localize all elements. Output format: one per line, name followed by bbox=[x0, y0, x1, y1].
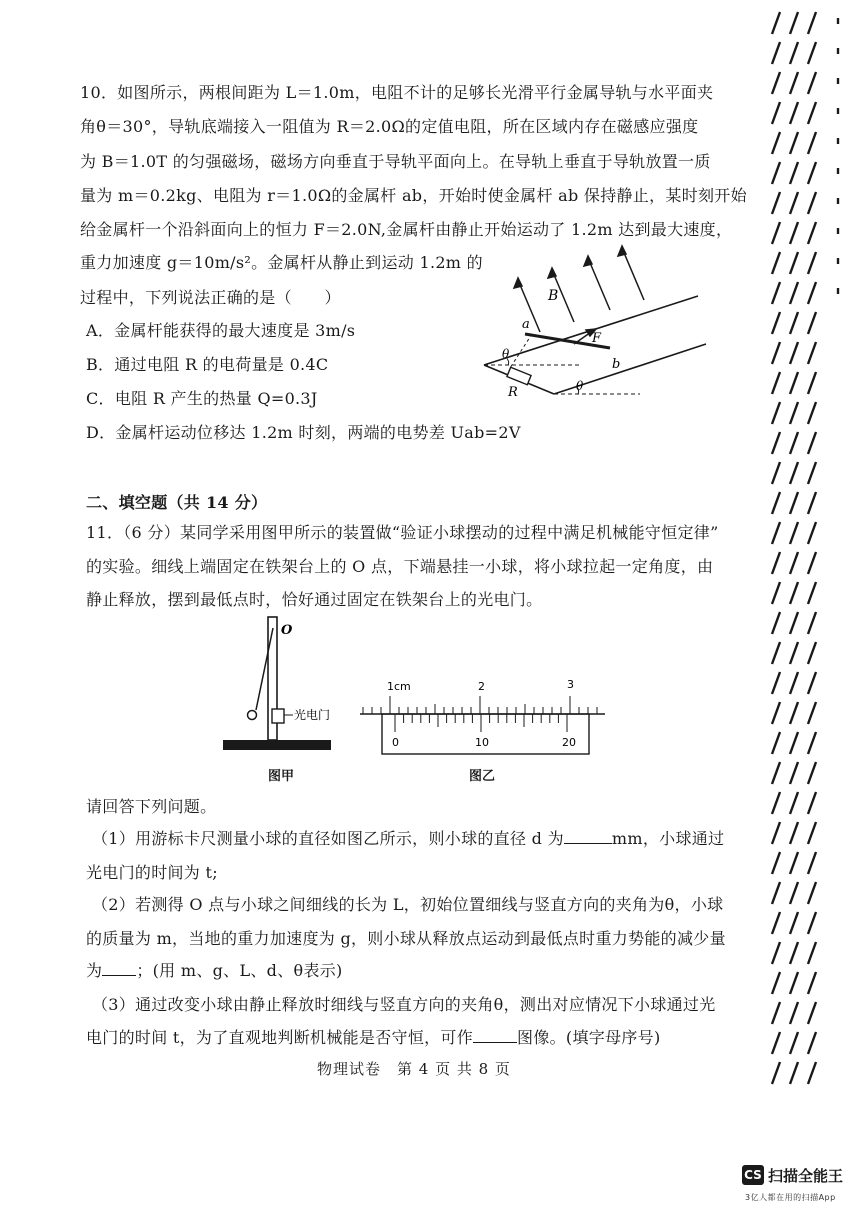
section-title: 二、填空题（共 14 分） bbox=[86, 493, 268, 512]
hatch-mark bbox=[808, 942, 816, 964]
hatch-mark bbox=[790, 912, 798, 934]
hatch-mark bbox=[790, 852, 798, 874]
hatch-mark bbox=[808, 912, 816, 934]
hatch-mark bbox=[790, 42, 798, 64]
hatch-mark bbox=[808, 162, 816, 184]
hatch-mark bbox=[808, 582, 816, 604]
hatch-mark bbox=[808, 612, 816, 634]
fig-yi-main-label-2: 2 bbox=[478, 680, 485, 693]
hatch-mark bbox=[772, 462, 780, 484]
hatch-mark bbox=[808, 702, 816, 724]
fig-yi-caliper bbox=[355, 672, 610, 762]
hatch-mark bbox=[772, 762, 780, 784]
hatch-mark bbox=[808, 402, 816, 424]
hatch-mark bbox=[790, 792, 798, 814]
hatch-mark bbox=[772, 42, 780, 64]
hatch-mark bbox=[790, 222, 798, 244]
q10-line-2: 角θ＝30°，导轨底端接入一阻值为 R＝2.0Ω的定值电阻，所在区域内存在磁感应强度 bbox=[80, 117, 699, 136]
answer-blank-graph[interactable] bbox=[473, 1028, 517, 1043]
hatch-mark bbox=[790, 132, 798, 154]
q11-part2-text-d: ；(用 m、g、L、d、θ表示) bbox=[136, 961, 343, 980]
hatch-mark bbox=[790, 192, 798, 214]
q11-line-3: 静止释放，摆到最低点时，恰好通过固定在铁架台上的光电门。 bbox=[86, 590, 543, 609]
q11-line-2: 的实验。细线上端固定在铁架台上的 O 点，下端悬挂一小球，将小球拉起一定角度，由 bbox=[86, 557, 714, 576]
hatch-mark bbox=[808, 1062, 816, 1084]
q11-line-1: 11．（6 分）某同学采用图甲所示的装置做“验证小球摆动的过程中满足机械能守恒定律” bbox=[86, 523, 719, 542]
hatch-mark bbox=[772, 12, 780, 34]
hatch-mark bbox=[790, 12, 798, 34]
hatch-mark bbox=[790, 972, 798, 994]
hatch-mark bbox=[790, 102, 798, 124]
hatch-mark bbox=[772, 342, 780, 364]
hatch-mark bbox=[808, 432, 816, 454]
hatch-mark bbox=[772, 882, 780, 904]
fig-yi-vernier-label-0: 0 bbox=[392, 736, 399, 749]
hatch-mark bbox=[772, 162, 780, 184]
hatch-mark bbox=[808, 1032, 816, 1054]
q10-line-4: 量为 m＝0.2kg、电阻为 r＝1.0Ω的金属杆 ab，开始时使金属杆 ab 保持静止，某时刻开始 bbox=[80, 186, 747, 205]
hatch-mark bbox=[790, 462, 798, 484]
hatch-mark bbox=[808, 972, 816, 994]
fig-jia-caption: 图甲 bbox=[268, 769, 295, 784]
hatch-mark bbox=[772, 972, 780, 994]
hatch-mark bbox=[772, 492, 780, 514]
hatch-mark bbox=[772, 222, 780, 244]
fig-jia-label-o: O bbox=[281, 623, 293, 638]
hatch-mark bbox=[790, 822, 798, 844]
hatch-mark bbox=[808, 672, 816, 694]
q10-label-b: b bbox=[612, 357, 621, 372]
q11-part3-text-c: 图像。(填字母序号) bbox=[517, 1028, 661, 1047]
hatch-mark bbox=[772, 282, 780, 304]
hatch-mark bbox=[790, 762, 798, 784]
hatch-mark bbox=[790, 882, 798, 904]
hatch-mark bbox=[808, 882, 816, 904]
hatch-mark bbox=[772, 432, 780, 454]
q11-part3-text-b: 电门的时间 t，为了直观地判断机械能是否守恒，可作 bbox=[86, 1028, 474, 1047]
hatch-mark bbox=[808, 792, 816, 814]
hatch-mark bbox=[772, 192, 780, 214]
hatch-mark bbox=[790, 702, 798, 724]
hatch-mark bbox=[790, 942, 798, 964]
hatch-mark bbox=[790, 432, 798, 454]
scanner-logo-icon: CS bbox=[742, 1165, 764, 1185]
hatch-mark bbox=[808, 852, 816, 874]
hatch-mark bbox=[790, 522, 798, 544]
hatch-mark bbox=[790, 312, 798, 334]
hatch-mark bbox=[790, 162, 798, 184]
q10-label-b-field: B bbox=[548, 288, 559, 304]
q11-part1-line-1 bbox=[92, 826, 724, 849]
hatch-mark bbox=[790, 642, 798, 664]
q11-part3-line-1: （3）通过改变小球由静止释放时细线与竖直方向的夹角θ，测出对应情况下小球通过光 bbox=[92, 995, 716, 1014]
hatch-mark bbox=[772, 822, 780, 844]
hatch-mark bbox=[808, 372, 816, 394]
q11-part3-line-2 bbox=[86, 1025, 661, 1048]
hatch-mark bbox=[772, 792, 780, 814]
fig-yi-vernier-label-20: 20 bbox=[562, 736, 576, 749]
hatch-mark bbox=[808, 222, 816, 244]
q10-line-7: 过程中，下列说法正确的是（ ） bbox=[80, 288, 341, 307]
q10-option-a: A．金属杆能获得的最大速度是 3m/s bbox=[86, 321, 356, 340]
hatch-mark bbox=[772, 672, 780, 694]
hatch-mark bbox=[808, 102, 816, 124]
hatch-mark bbox=[772, 402, 780, 424]
q11-part1-text-a: （1）用游标卡尺测量小球的直径如图乙所示，则小球的直径 d 为 bbox=[92, 829, 564, 848]
hatch-mark bbox=[790, 492, 798, 514]
hatch-mark bbox=[808, 1002, 816, 1024]
fig-jia-label-gate: 光电门 bbox=[294, 708, 331, 722]
scanner-app-name: 扫描全能王 bbox=[768, 1167, 844, 1185]
page-footer: 物理试卷 第 4 页 共 8 页 bbox=[317, 1060, 511, 1078]
fig-jia-stand bbox=[215, 612, 340, 762]
hatch-mark bbox=[772, 312, 780, 334]
hatch-mark bbox=[790, 732, 798, 754]
hatch-mark bbox=[808, 762, 816, 784]
hatch-mark bbox=[790, 342, 798, 364]
hatch-mark bbox=[808, 192, 816, 214]
hatch-mark bbox=[808, 312, 816, 334]
hatch-mark bbox=[808, 732, 816, 754]
hatch-mark bbox=[790, 1062, 798, 1084]
hatch-mark bbox=[790, 612, 798, 634]
hatch-mark bbox=[772, 912, 780, 934]
hatch-mark bbox=[808, 42, 816, 64]
hatch-mark bbox=[790, 282, 798, 304]
hatch-mark bbox=[772, 1062, 780, 1084]
hatch-mark bbox=[808, 522, 816, 544]
hatch-mark bbox=[790, 372, 798, 394]
q10-option-b: B．通过电阻 R 的电荷量是 0.4C bbox=[86, 355, 329, 374]
hatch-mark bbox=[808, 12, 816, 34]
fig-yi-caption: 图乙 bbox=[469, 769, 496, 784]
hatch-mark bbox=[790, 402, 798, 424]
fig-yi-main-label-3: 3 bbox=[567, 678, 574, 691]
q10-option-d: D．金属杆运动位移达 1.2m 时刻，两端的电势差 Uab=2V bbox=[86, 423, 521, 442]
q10-line-3: 为 B＝1.0T 的匀强磁场，磁场方向垂直于导轨平面向上。在导轨上垂直于导轨放置一质 bbox=[80, 152, 711, 171]
hatch-mark bbox=[790, 552, 798, 574]
q10-label-theta-2: θ bbox=[576, 379, 584, 393]
q11-part2-text-c: 为 bbox=[86, 961, 103, 980]
answer-blank-energy[interactable] bbox=[102, 961, 136, 976]
hatch-mark bbox=[808, 132, 816, 154]
q10-option-c: C．电阻 R 产生的热量 Q=0.3J bbox=[86, 389, 318, 408]
q10-label-r: R bbox=[508, 385, 518, 400]
hatch-mark bbox=[808, 462, 816, 484]
hatch-mark bbox=[772, 702, 780, 724]
hatch-mark bbox=[790, 672, 798, 694]
hatch-mark bbox=[790, 72, 798, 94]
answer-blank-diameter[interactable] bbox=[564, 829, 612, 844]
hatch-mark bbox=[790, 1002, 798, 1024]
hatch-mark bbox=[790, 582, 798, 604]
hatch-mark bbox=[808, 642, 816, 664]
binding-edge-hatch bbox=[760, 0, 860, 1120]
hatch-mark bbox=[772, 1002, 780, 1024]
hatch-mark bbox=[808, 252, 816, 274]
q11-part2-line-3 bbox=[86, 958, 343, 981]
hatch-mark bbox=[772, 102, 780, 124]
hatch-mark bbox=[808, 822, 816, 844]
q10-line-5: 给金属杆一个沿斜面向上的恒力 F＝2.0N,金属杆由静止开始运动了 1.2m 达到最大速度， bbox=[80, 220, 733, 239]
hatch-mark bbox=[790, 252, 798, 274]
hatch-mark bbox=[808, 552, 816, 574]
hatch-mark bbox=[772, 522, 780, 544]
hatch-mark bbox=[772, 642, 780, 664]
q10-line-6: 重力加速度 g＝10m/s²。金属杆从静止到运动 1.2m 的 bbox=[80, 253, 483, 272]
hatch-mark bbox=[772, 552, 780, 574]
hatch-mark bbox=[808, 342, 816, 364]
hatch-mark bbox=[808, 492, 816, 514]
q10-label-f: F bbox=[592, 331, 602, 346]
scanner-app-tagline: 3亿人都在用的扫描App bbox=[745, 1193, 836, 1202]
hatch-mark bbox=[790, 1032, 798, 1054]
q10-rails-figure bbox=[470, 240, 710, 410]
q11-part2-line-1: （2）若测得 O 点与小球之间细线的长为 L，初始位置细线与竖直方向的夹角为θ，小球 bbox=[92, 895, 724, 914]
q10-line-1: 10．如图所示，两根间距为 L＝1.0m，电阻不计的足够长光滑平行金属导轨与水平面夹 bbox=[80, 83, 714, 102]
fig-yi-main-label-1: 1cm bbox=[387, 680, 411, 693]
q11-prompt: 请回答下列问题。 bbox=[86, 797, 217, 816]
hatch-mark bbox=[772, 582, 780, 604]
fig-yi-vernier-label-10: 10 bbox=[475, 736, 489, 749]
q11-part1-line-2: 光电门的时间为 t; bbox=[86, 863, 218, 882]
hatch-mark bbox=[772, 732, 780, 754]
hatch-mark bbox=[772, 132, 780, 154]
q11-part1-text-b: mm，小球通过 bbox=[611, 829, 725, 848]
hatch-mark bbox=[772, 252, 780, 274]
hatch-mark bbox=[772, 72, 780, 94]
hatch-mark bbox=[772, 612, 780, 634]
hatch-mark bbox=[808, 72, 816, 94]
hatch-mark bbox=[808, 282, 816, 304]
q11-part2-line-2: 的质量为 m，当地的重力加速度为 g，则小球从释放点运动到最低点时重力势能的减少量 bbox=[86, 929, 726, 948]
q10-label-a: a bbox=[522, 317, 530, 332]
hatch-mark bbox=[772, 372, 780, 394]
hatch-mark bbox=[772, 852, 780, 874]
hatch-mark bbox=[772, 942, 780, 964]
q10-label-theta-1: θ bbox=[502, 347, 510, 361]
hatch-mark bbox=[772, 1032, 780, 1054]
